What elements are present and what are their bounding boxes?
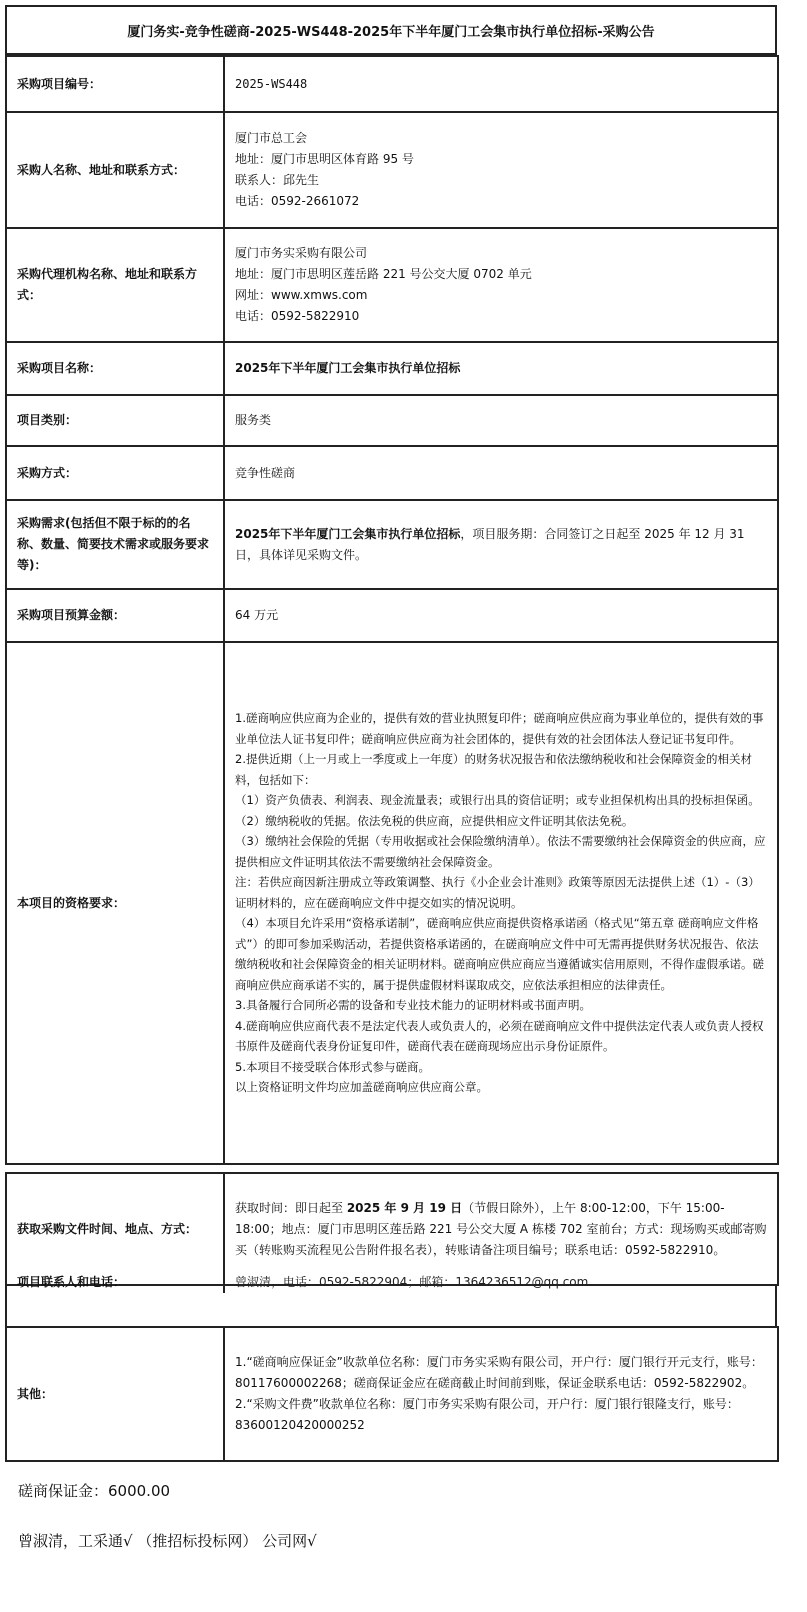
value-project-no: 2025-WS448 xyxy=(224,56,778,112)
value-category: 服务类 xyxy=(224,395,778,446)
announcement-sheet xyxy=(5,5,777,1462)
row-demand xyxy=(6,500,778,589)
label-demand: 采购需求(包括但不限于标的的名称、数量、简要技术需求或服务要求等)： xyxy=(6,500,224,589)
row-other xyxy=(6,1327,778,1461)
row-budget xyxy=(6,589,778,642)
qual-item-1: 1.磋商响应供应商为企业的，提供有效的营业执照复印件；磋商响应供应商为事业单位的，提供有效的事业单位法人证书复印件；磋商响应供应商为社会团体的，提供有效的社会团体法人登记证书复印件。 xyxy=(235,711,764,746)
row-obtain xyxy=(6,1173,778,1285)
agency-website: 网址：www.xmws.com xyxy=(235,288,368,302)
value-contact-cut: 曾淑清，电话：0592-5822904；邮箱：1364236512@qq.com xyxy=(235,1275,589,1289)
row-contact-cut xyxy=(5,1275,777,1326)
label-project-no: 采购项目编号： xyxy=(6,56,224,112)
row-agency xyxy=(6,228,778,342)
value-agency xyxy=(224,228,778,342)
value-purchaser xyxy=(224,112,778,228)
row-purchaser xyxy=(6,112,778,228)
purchaser-name: 厦门市总工会 xyxy=(235,131,308,145)
qual-item-2-3: （3）缴纳社会保险的凭据（专用收据或社会保险缴纳清单）。依法不需要缴纳社会保障资金的供应商，应提供相应文件证明其依法不需要缴纳社会保障资金。 xyxy=(235,834,766,869)
qual-item-2-2: （2）缴纳税收的凭据。依法免税的供应商，应提供相应文件证明其依法免税。 xyxy=(235,813,634,828)
qual-note: 注：若供应商因新注册成立等政策调整、执行《小企业会计准则》政策等原因无法提供上述（1）-（3）证明材料的，应在磋商响应文件中提交如实的情况说明。 xyxy=(235,875,760,910)
label-other: 其他： xyxy=(6,1327,224,1461)
label-project-name: 采购项目名称： xyxy=(6,342,224,395)
qual-item-2-4: （4）本项目允许采用“资格承诺制”，磋商响应供应商提供资格承诺函（格式见“第五章 磋商响应文件格式”）的即可参加采购活动，若提供资格承诺函的，在磋商响应文件中可无需再提供财务状况报告、依法缴纳税收和社会保障资金的相关证明材料。磋商响应供应商应当遵循诚实信用原则，不得作虚假承诺。磋商响应供应商承诺不实的，属于提供虚假材料谋取成交，应依法承担相应的法律责任。 xyxy=(235,916,764,992)
obtain-deadline: 2025 年 9 月 19 日 xyxy=(346,1200,463,1215)
other-item-1: 1.“磋商响应保证金”收款单位名称：厦门市务实采购有限公司，开户行：厦门银行开元支行，账号：80117600002268；磋商保证金应在磋商截止时间前到账，保证金联系电话：0592-5822902。 xyxy=(235,1355,763,1390)
purchaser-contact: 联系人：邱先生 xyxy=(235,173,320,187)
purchaser-phone: 电话：0592-2661072 xyxy=(235,194,360,208)
announcement-title: 厦门务实-竞争性磋商-2025-WS448-2025年下半年厦门工会集市执行单位招标-采购公告 xyxy=(5,5,777,55)
qual-item-2-1: （1）资产负债表、利润表、现金流量表；或银行出具的资信证明；或专业担保机构出具的投标担保函。 xyxy=(235,793,760,808)
agency-address: 地址：厦门市思明区莲岳路 221 号公交大厦 0702 单元 xyxy=(235,267,532,281)
agency-name: 厦门市务实采购有限公司 xyxy=(235,246,368,260)
row-method xyxy=(6,446,778,500)
value-method: 竞争性磋商 xyxy=(224,446,778,500)
obtain-pre: 获取时间：即日起至 xyxy=(235,1200,347,1215)
row-qualification xyxy=(6,642,778,1164)
qual-item-5: 5.本项目不接受联合体形式参与磋商。 xyxy=(235,1059,430,1074)
page-break-gap xyxy=(5,1165,777,1172)
row-project-no xyxy=(6,56,778,112)
demand-project-name: 2025年下半年厦门工会集市执行单位招标 xyxy=(235,526,461,541)
row-category xyxy=(6,395,778,446)
handler-note: 曾淑清，工采通√ （推招标投标网） 公司网√ xyxy=(18,1532,317,1550)
label-contact-cut: 项目联系人和电话： xyxy=(7,1272,225,1293)
value-project-name: 2025年下半年厦门工会集市执行单位招标 xyxy=(224,342,778,395)
value-qualification xyxy=(224,642,778,1164)
value-obtain xyxy=(224,1173,778,1285)
label-category: 项目类别： xyxy=(6,395,224,446)
info-table-lower xyxy=(5,1172,779,1286)
label-purchaser: 采购人名称、地址和联系方式： xyxy=(6,112,224,228)
purchaser-address: 地址：厦门市思明区体育路 95 号 xyxy=(235,152,414,166)
obtain-post: （节假日除外），上午 8:00-12:00，下午 15:00-18:00；地点：厦门市思明区莲岳路 221 号公交大厦 A 栋楼 702 室前台；方式：现场购买或邮寄购买（转账购买流程见公告附件报名表），转账请备注项目编号；联系电话：0592-5822910。 xyxy=(235,1200,767,1257)
qual-item-4: 4.磋商响应供应商代表不是法定代表人或负责人的，必须在磋商响应文件中提供法定代表人或负责人授权书原件及磋商代表身份证复印件，磋商代表在磋商现场应出示身份证原件。 xyxy=(235,1018,764,1054)
info-table-upper xyxy=(5,55,779,1165)
value-budget: 64 万元 xyxy=(224,589,778,642)
demand-detail: ，项目服务期：合同签订之日起至 2025 年 12 月 31 日，具体详见采购文件。 xyxy=(235,526,745,562)
label-method: 采购方式： xyxy=(6,446,224,500)
label-agency: 采购代理机构名称、地址和联系方式： xyxy=(6,228,224,342)
value-demand xyxy=(224,500,778,589)
row-project-name xyxy=(6,342,778,395)
agency-phone: 电话：0592-5822910 xyxy=(235,309,360,323)
qual-item-3: 3.具备履行合同所必需的设备和专业技术能力的证明材料或书面声明。 xyxy=(235,998,591,1013)
deposit-amount: 磋商保证金：6000.00 xyxy=(18,1482,171,1500)
qual-seal-note: 以上资格证明文件均应加盖磋商响应供应商公章。 xyxy=(235,1080,488,1095)
qual-item-2: 2.提供近期（上一月或上一季度或上一年度）的财务状况报告和依法缴纳税收和社会保障资金的相关材料，包括如下： xyxy=(235,752,752,787)
label-budget: 采购项目预算金额： xyxy=(6,589,224,642)
label-obtain: 获取采购文件时间、地点、方式： xyxy=(6,1173,224,1285)
label-qualification: 本项目的资格要求： xyxy=(6,642,224,1164)
info-table-other xyxy=(5,1326,779,1462)
value-other xyxy=(224,1327,778,1461)
other-item-2: 2.“采购文件费”收款单位名称：厦门市务实采购有限公司，开户行：厦门银行银隆支行，账号：83600120420000252 xyxy=(235,1397,739,1432)
